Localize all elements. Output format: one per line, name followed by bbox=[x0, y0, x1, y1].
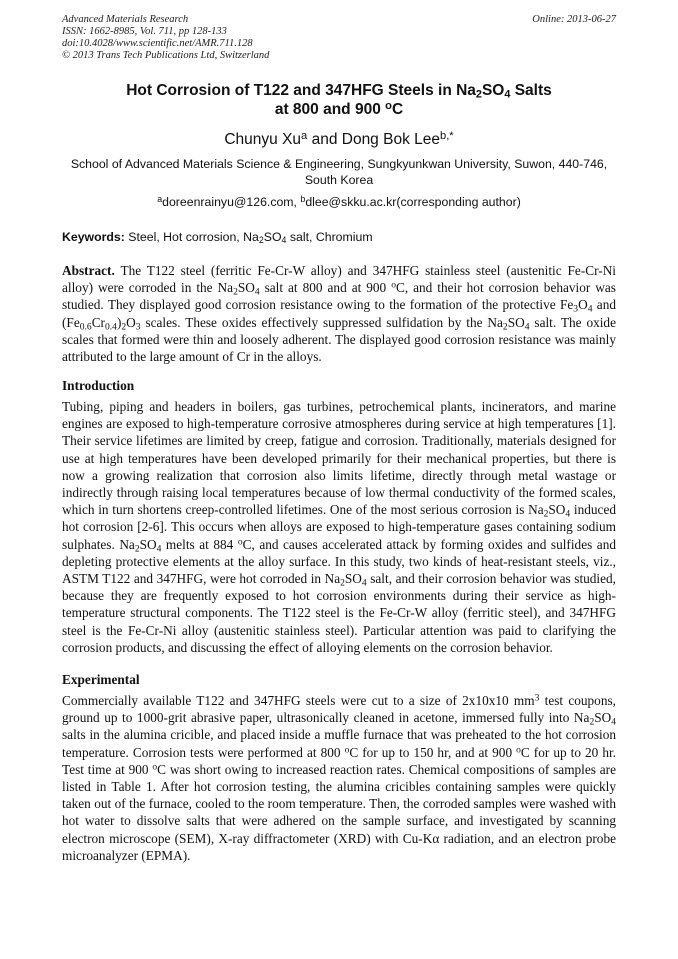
intro-text: melts at 884 bbox=[161, 536, 238, 552]
abstract-sub: 2 bbox=[121, 321, 127, 332]
title-text: C bbox=[391, 101, 404, 118]
exp-text: SO bbox=[594, 710, 612, 726]
exp-text: salts in the alumina cricible, and placed inside a muffle furnace that was preheated to the hot corrosion temperature. Corrosion tests were performed at 800 bbox=[62, 727, 616, 760]
author-mark: a bbox=[301, 129, 308, 142]
section-heading-experimental: Experimental bbox=[62, 672, 140, 687]
keywords-text: salt, Chromium bbox=[286, 230, 373, 244]
exp-text: C was short owing to increased reaction rates. Chemical compositions of samples are listed in Table 1. After hot corrosion testing, the alumina cricibles containing samples were quickly taken out of the furnace, cooled to the room temperature. Then, the corroded samples were washed with hot water to dissolve salts that were adhered on the sample surface, and investigated by scanning electron microscope (SEM), X-ray diffractometer (XRD) with Cu-Kα radiation, and an electron probe microanalyzer (EPMA). bbox=[62, 761, 616, 863]
intro-text: induced hot corrosion [2-6]. This occurs when alloys are exposed to high-temperature gases containing sodium sulphates. Na bbox=[62, 502, 616, 552]
section-heading-introduction: Introduction bbox=[62, 378, 135, 393]
issn-line: ISSN: 1662-8985, Vol. 711, pp 128-133 bbox=[62, 26, 227, 37]
abstract-sub: 3 bbox=[573, 303, 579, 315]
title-text: Salts bbox=[510, 82, 552, 99]
intro-sub: 4 bbox=[156, 543, 162, 555]
exp-text: C for up to 20 hr. Test time at 900 bbox=[62, 744, 616, 777]
abstract-text: and (Fe bbox=[62, 297, 616, 330]
title-sub: 4 bbox=[504, 88, 511, 101]
keywords-text: Steel, Hot corrosion, Na bbox=[124, 230, 259, 244]
abstract-sub: 0.6 bbox=[79, 321, 92, 332]
intro-text: salt, and their corrosion behavior was studied, because they are frequently exposed to hot corrosion environments during their service as high-temperature structural components. The T122 steel is the Fe-Cr-W alloy (ferritic steel), and 347HFG steel is the Fe-Cr-Ni alloy (austenitic stainless steel). Particular attention was paid to clarifying the corrosion products, and discussing the effect of alloying elements on the corrosion behavior. bbox=[62, 571, 617, 655]
abstract-text: scales. These oxides effectively suppressed sulfidation by the Na bbox=[140, 314, 503, 330]
abstract-text: salt. The oxide scales that formed were thin and loosely adherent. The displayed good corrosion resistance was mainly attributed to the large amount of Cr in the alloys. bbox=[62, 314, 616, 365]
intro-text: SO bbox=[548, 502, 566, 518]
abstract-sup: o bbox=[391, 279, 396, 291]
abstract-sub: 2 bbox=[502, 321, 508, 332]
exp-sup: o bbox=[152, 761, 158, 773]
title-text: SO bbox=[481, 82, 505, 99]
title-text: Hot Corrosion of T122 and 347HFG Steels in Na bbox=[126, 82, 476, 99]
intro-sub: 4 bbox=[565, 508, 571, 520]
keywords-sub: 4 bbox=[281, 235, 287, 246]
online-date: Online: 2013-06-27 bbox=[532, 14, 616, 25]
intro-text: C, and causes accelerated attack by forming oxides and sulfides and depleting protective elements at the alloy surface. In this study, two kinds of heat-resistant steels, viz., ASTM T122 and 347HFG, were hot corroded in Na bbox=[62, 536, 616, 587]
abstract-text: The T122 steel (ferritic Fe-Cr-W alloy) and 347HFG stainless steel (austenitic Fe-Cr-Ni alloy) were corroded in the Na bbox=[62, 263, 616, 296]
intro-sub: 2 bbox=[340, 577, 345, 589]
intro-sub: 2 bbox=[134, 543, 140, 555]
email-address: doreenrainyu@126.com, bbox=[162, 195, 301, 209]
keywords bbox=[62, 229, 616, 245]
author-name: Dong Bok Lee bbox=[341, 131, 440, 148]
intro-sub: 2 bbox=[543, 508, 549, 520]
abstract-sub: 3 bbox=[135, 321, 141, 332]
exp-text: C for up to 150 hr, and at 900 bbox=[349, 744, 517, 760]
author-mark: b,* bbox=[440, 129, 454, 142]
abstract-text: SO bbox=[507, 314, 525, 330]
copyright-line: © 2013 Trans Tech Publications Ltd, Switzerland bbox=[62, 50, 270, 61]
journal-header bbox=[62, 14, 616, 62]
exp-sup: o bbox=[516, 744, 521, 756]
abstract-sub: 4 bbox=[587, 303, 593, 315]
doi-line: doi:10.4028/www.scientific.net/AMR.711.128 bbox=[62, 38, 253, 49]
email-address: dlee@skku.ac.kr(corresponding author) bbox=[305, 195, 521, 209]
abstract-text: ) bbox=[116, 314, 122, 330]
email-mark: b bbox=[300, 194, 306, 205]
exp-sub: 2 bbox=[589, 716, 595, 728]
abstract-sub: 0.4 bbox=[104, 321, 117, 332]
exp-text: Commercially available T122 and 347HFG steels were cut to a size of 2x10x10 mm bbox=[62, 693, 535, 708]
author-list bbox=[40, 131, 638, 149]
email-mark: a bbox=[157, 194, 163, 205]
exp-text: test coupons, ground up to 1000-grit abrasive paper, ultrasonically cleaned in acetone, immersed fully into Na bbox=[62, 693, 616, 726]
exp-sub: 4 bbox=[611, 716, 616, 728]
affiliation: School of Advanced Materials Science & Engineering, Sungkyunkwan University, Suwon, 440-746, South Korea bbox=[70, 157, 608, 187]
intro-sup: o bbox=[237, 536, 243, 548]
abstract-text: Cr bbox=[91, 314, 105, 330]
journal-name: Advanced Materials Research bbox=[62, 14, 189, 25]
introduction-paragraph bbox=[62, 398, 616, 656]
abstract-sub: 4 bbox=[524, 321, 530, 332]
exp-sup: o bbox=[344, 744, 350, 756]
abstract-text: O bbox=[578, 297, 588, 313]
title-text: at 800 and 900 bbox=[274, 101, 386, 118]
intro-text: SO bbox=[139, 536, 157, 552]
intro-text: SO bbox=[344, 571, 362, 587]
abstract-text: C, and their hot corrosion behavior was studied. They displayed good corrosion resistance owing to the formation of the protective Fe bbox=[62, 280, 616, 313]
author-name: Chunyu Xu bbox=[224, 131, 302, 148]
paper-title bbox=[40, 81, 638, 119]
keywords-sub: 2 bbox=[258, 235, 264, 246]
exp-sup: 3 bbox=[534, 692, 540, 704]
abstract-text: O bbox=[126, 314, 136, 330]
title-sub: 2 bbox=[475, 88, 482, 101]
author-conjunction: and bbox=[307, 131, 342, 148]
abstract-sub: 4 bbox=[254, 286, 260, 298]
abstract-text: SO bbox=[237, 280, 255, 296]
intro-text: Tubing, piping and headers in boilers, gas turbines, petrochemical plants, incinerators, and marine engines are exposed to high-temperature corrosive atmospheres during service at high temperatures [1]. Their service lifetimes are limited by creep, fatigue and corrosion. Traditionally, materials designed for use at high temperatures have been developed primarily for their mechanical properties, but there is now a growing realization that corrosion also limits lifetime, directly through metal wastage or indirectly through raising local temperatures because of low thermal conductivity of the formed scales, which in turn shortens creep-controlled lifetimes. One of the most serious corrosion is Na bbox=[62, 399, 616, 518]
abstract-label: Abstract. bbox=[62, 263, 115, 278]
intro-sub: 4 bbox=[361, 577, 367, 589]
abstract-sub: 2 bbox=[233, 286, 238, 298]
keywords-label: Keywords: bbox=[62, 230, 125, 244]
abstract-text: salt at 800 and at 900 bbox=[259, 280, 392, 296]
keywords-text: SO bbox=[263, 230, 282, 244]
author-emails bbox=[62, 194, 616, 210]
title-sup: o bbox=[385, 99, 392, 112]
experimental-paragraph bbox=[62, 692, 616, 864]
abstract bbox=[62, 262, 616, 365]
